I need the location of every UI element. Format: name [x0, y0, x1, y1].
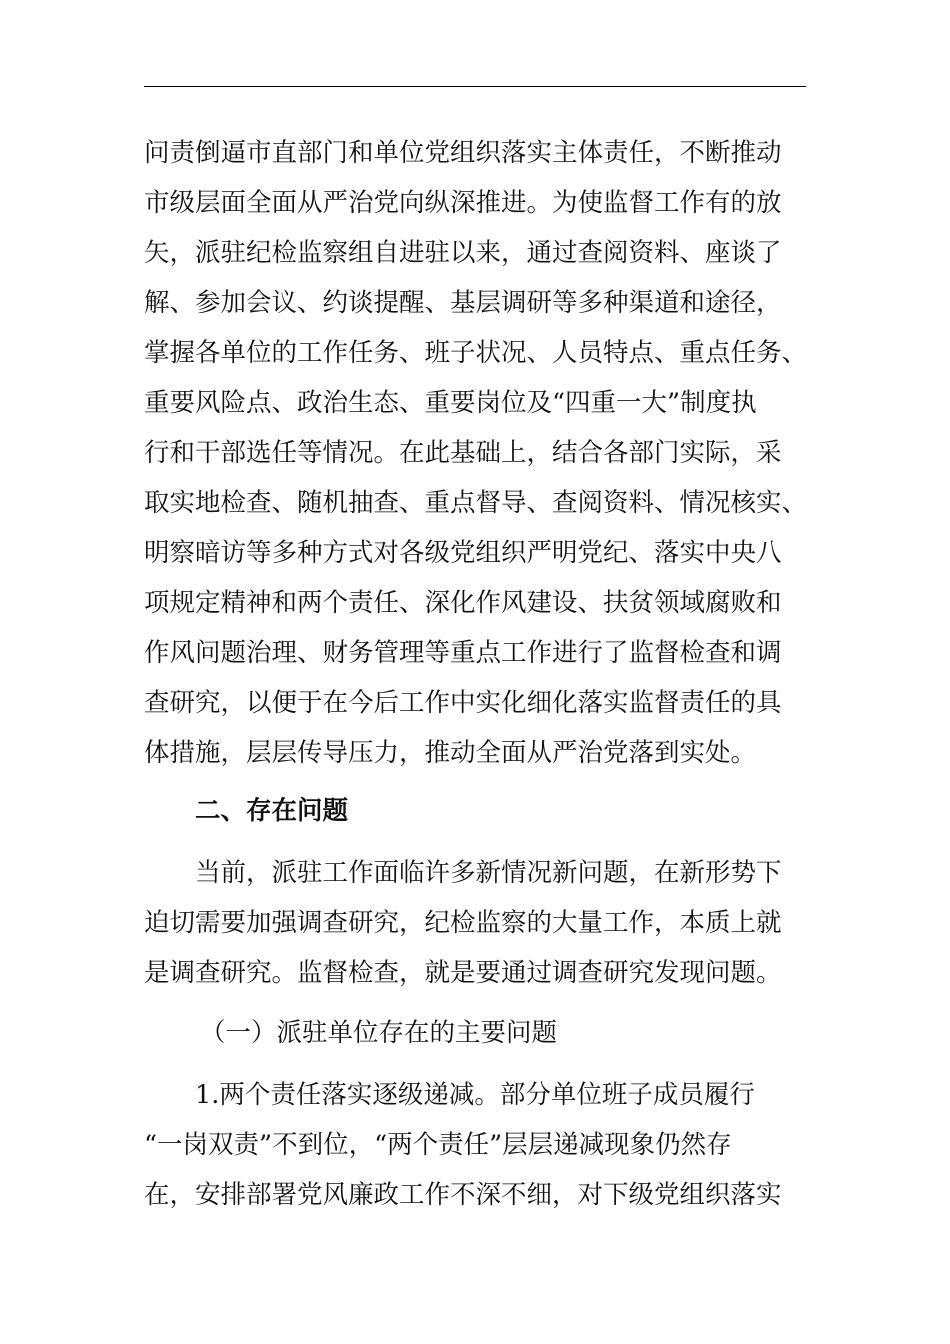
text-line: 是调查研究。监督检查，就是要通过调查研究发现问题。 [144, 958, 782, 988]
text-line: 作风问题治理、财务管理等重点工作进行了监督检查和调 [144, 638, 782, 668]
text-line: 当前，派驻工作面临许多新情况新问题，在新形势下 [195, 858, 782, 888]
text-line: 市级层面全面从严治党向纵深推进。为使监督工作有的放 [144, 188, 782, 218]
paragraph-continuation [144, 128, 806, 778]
text-line: 行和干部选任等情况。在此基础上，结合各部门实际，采 [144, 438, 782, 468]
section-heading [144, 786, 806, 836]
text-line: 项规定精神和两个责任、深化作风建设、扶贫领域腐败和 [144, 588, 782, 618]
text-line: 问责倒逼市直部门和单位党组织落实主体责任，不断推动 [144, 138, 782, 168]
paragraph-issue-1 [144, 1070, 806, 1220]
text-line: 体措施，层层传导压力，推动全面从严治党落到实处。 [144, 738, 757, 768]
header-rule [144, 86, 806, 87]
text-line: 解、参加会议、约谈提醒、基层调研等多种渠道和途径， [144, 288, 782, 318]
text-line: 迫切需要加强调查研究，纪检监察的大量工作，本质上就 [144, 908, 782, 938]
text-line: 重要风险点、政治生态、重要岗位及“四重一大”制度执 [144, 388, 757, 418]
text-line: 矢，派驻纪检监察组自进驻以来，通过查阅资料、座谈了 [144, 238, 782, 268]
section-heading-text: 二、存在问题 [195, 796, 349, 826]
text-line: 掌握各单位的工作任务、班子状况、人员特点、重点任务、 [144, 338, 808, 368]
text-line: 明察暗访等多种方式对各级党组织严明党纪、落实中央八 [144, 538, 782, 568]
paragraph-current-situation [144, 848, 806, 998]
subsection-heading [144, 1008, 806, 1058]
text-line: 1.两个责任落实逐级递减。部分单位班子成员履行 [195, 1080, 755, 1110]
text-line: 查研究，以便于在今后工作中实化细化落实监督责任的具 [144, 688, 782, 718]
text-line: 在，安排部署党风廉政工作不深不细，对下级党组织落实 [144, 1180, 782, 1210]
text-line: 取实地检查、随机抽查、重点督导、查阅资料、情况核实、 [144, 488, 808, 518]
text-line: “一岗双责”不到位，“两个责任”层层递减现象仍然存 [144, 1130, 732, 1160]
subsection-heading-text: （一）派驻单位存在的主要问题 [200, 1018, 558, 1048]
